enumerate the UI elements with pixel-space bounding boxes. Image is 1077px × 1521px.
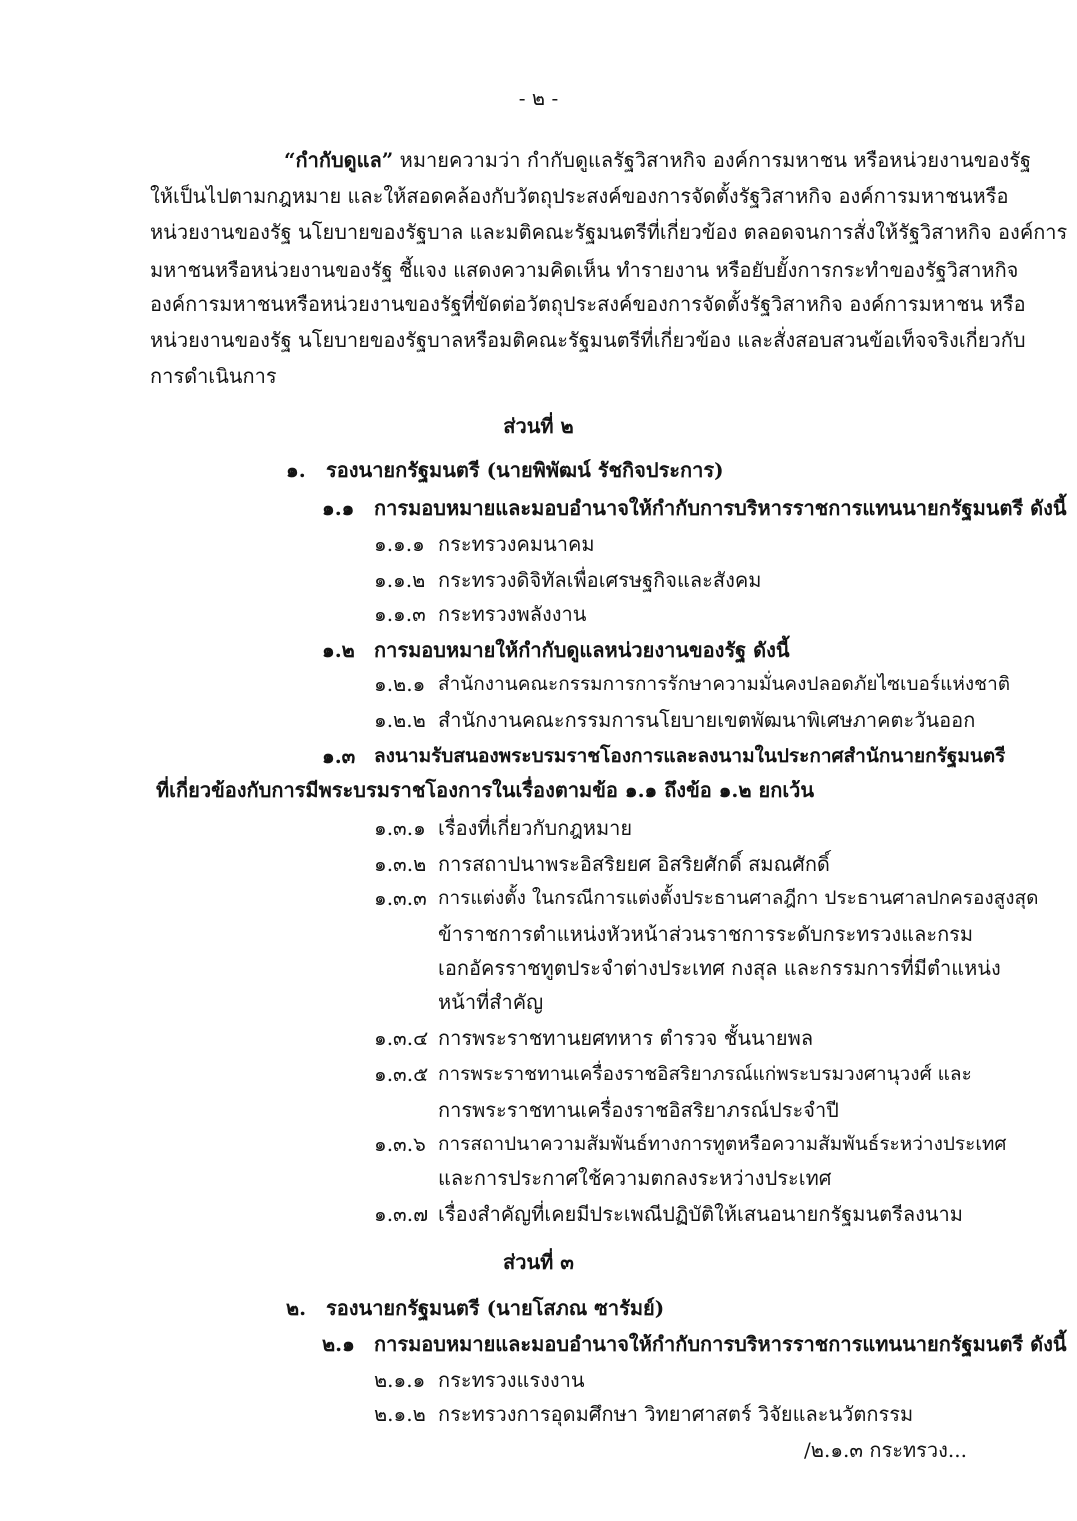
subitem-text: สำนักงานคณะกรรมการการรักษาความมั่นคงปลอดภัยไซเบอร์แห่งชาติ — [438, 673, 1011, 695]
subitem-text: เรื่องที่เกี่ยวกับกฎหมาย — [438, 816, 633, 840]
subitem-text: การพระราชทานเครื่องราชอิสริยาภรณ์แก่พระบรมวงศานุวงศ์ และ — [438, 1063, 972, 1085]
subitem-number: ๑.๓.๕ — [374, 1062, 429, 1086]
subitem-number: ๑.๒.๑ — [374, 672, 426, 696]
item-number: ๒. — [286, 1296, 307, 1320]
page-number: - ๒ - — [518, 86, 559, 110]
subitem-number: ๑.๓.๔ — [374, 1026, 429, 1050]
subitem-text-continued: หน้าที่สำคัญ — [438, 990, 544, 1014]
definition-line: หน่วยงานของรัฐ นโยบายของรัฐบาล และมติคณะรัฐมนตรีที่เกี่ยวข้อง ตลอดจนการสั่งให้รัฐวิสาหกิจ องค์การ — [150, 220, 1068, 244]
subitem-number: ๑.๒.๒ — [374, 708, 426, 732]
section-title-continued: ที่เกี่ยวข้องกับการมีพระบรมราชโองการในเรื่องตามข้อ ๑.๑ ถึงข้อ ๑.๒ ยกเว้น — [156, 778, 815, 802]
continuation-marker: /๒.๑.๓ กระทรวง... — [804, 1438, 967, 1462]
subitem-text: กระทรวงการอุดมศึกษา วิทยาศาสตร์ วิจัยและนวัตกรรม — [438, 1402, 914, 1426]
part-heading: ส่วนที่ ๓ — [503, 1250, 574, 1274]
definition-line: การดำเนินการ — [150, 364, 277, 388]
subitem-number: ๑.๓.๓ — [374, 886, 427, 910]
subitem-text: กระทรวงดิจิทัลเพื่อเศรษฐกิจและสังคม — [438, 568, 762, 592]
definition-line: องค์การมหาชนหรือหน่วยงานของรัฐที่ขัดต่อวัตถุประสงค์ของการจัดตั้งรัฐวิสาหกิจ องค์การมหาชน หรือ — [150, 292, 1026, 316]
subitem-text: การสถาปนาความสัมพันธ์ทางการทูตหรือความสัมพันธ์ระหว่างประเทศ — [438, 1133, 1007, 1155]
definition-line-1 — [284, 146, 1031, 174]
subitem-text-continued: และการประกาศใช้ความตกลงระหว่างประเทศ — [438, 1166, 832, 1190]
subitem-number: ๑.๓.๗ — [374, 1202, 429, 1226]
section-title: การมอบหมายให้กำกับดูแลหน่วยงานของรัฐ ดังนี้ — [374, 638, 790, 662]
subitem-number: ๑.๓.๖ — [374, 1132, 426, 1156]
definition-line-1-text: หมายความว่า กำกับดูแลรัฐวิสาหกิจ องค์การมหาชน หรือหน่วยงานของรัฐ — [393, 148, 1031, 172]
item-title: รองนายกรัฐมนตรี (นายโสภณ ซารัมย์) — [326, 1296, 665, 1320]
subitem-text: สำนักงานคณะกรรมการนโยบายเขตพัฒนาพิเศษภาคตะวันออก — [438, 708, 976, 732]
section-title: ลงนามรับสนองพระบรมราชโองการและลงนามในประกาศสำนักนายกรัฐมนตรี — [374, 745, 1006, 767]
subitem-text: กระทรวงแรงงาน — [438, 1368, 585, 1392]
section-number: ๑.๒ — [322, 638, 355, 662]
definition-line: หน่วยงานของรัฐ นโยบายของรัฐบาลหรือมติคณะรัฐมนตรีที่เกี่ยวข้อง และสั่งสอบสวนข้อเท็จจริงเกี่ยวกับ — [150, 328, 1026, 352]
subitem-number: ๑.๑.๒ — [374, 568, 426, 592]
subitem-text-continued: ข้าราชการตำแหน่งหัวหน้าส่วนราชการระดับกระทรวงและกรม — [438, 922, 974, 946]
definition-term: “กำกับดูแล” — [284, 148, 394, 172]
subitem-text: เรื่องสำคัญที่เคยมีประเพณีปฏิบัติให้เสนอนายกรัฐมนตรีลงนาม — [438, 1202, 963, 1226]
subitem-text: การแต่งตั้ง ในกรณีการแต่งตั้งประธานศาลฎีกา ประธานศาลปกครองสูงสุด — [438, 887, 1039, 909]
subitem-text-continued: เอกอัครราชทูตประจำต่างประเทศ กงสุล และกรรมการที่มีตำแหน่ง — [438, 956, 1001, 980]
item-number: ๑. — [286, 458, 306, 482]
section-title: การมอบหมายและมอบอำนาจให้กำกับการบริหารราชการแทนนายกรัฐมนตรี ดังนี้ — [374, 1332, 1067, 1356]
part-heading: ส่วนที่ ๒ — [503, 414, 574, 438]
item-title: รองนายกรัฐมนตรี (นายพิพัฒน์ รัชกิจประการ) — [326, 458, 724, 482]
section-number: ๑.๓ — [322, 744, 356, 768]
subitem-text: กระทรวงพลังงาน — [438, 602, 587, 626]
subitem-text: กระทรวงคมนาคม — [438, 532, 595, 556]
subitem-number: ๑.๑.๑ — [374, 532, 425, 556]
section-number: ๒.๑ — [322, 1332, 355, 1356]
subitem-text: การสถาปนาพระอิสริยยศ อิสริยศักดิ์ สมณศักดิ์ — [438, 852, 830, 876]
subitem-text: การพระราชทานยศทหาร ตำรวจ ชั้นนายพล — [438, 1026, 814, 1050]
section-title: การมอบหมายและมอบอำนาจให้กำกับการบริหารราชการแทนนายกรัฐมนตรี ดังนี้ — [374, 496, 1067, 520]
definition-line: ให้เป็นไปตามกฎหมาย และให้สอดคล้องกับวัตถุประสงค์ของการจัดตั้งรัฐวิสาหกิจ องค์การมหาชนหรือ — [150, 184, 1009, 208]
subitem-number: ๒.๑.๒ — [374, 1402, 426, 1426]
subitem-number: ๑.๓.๑ — [374, 816, 426, 840]
subitem-number: ๑.๑.๓ — [374, 602, 426, 626]
subitem-number: ๑.๓.๒ — [374, 852, 427, 876]
section-number: ๑.๑ — [322, 496, 355, 520]
subitem-text-continued: การพระราชทานเครื่องราชอิสริยาภรณ์ประจำปี — [438, 1098, 839, 1122]
subitem-number: ๒.๑.๑ — [374, 1368, 426, 1392]
definition-line: มหาชนหรือหน่วยงานของรัฐ ชี้แจง แสดงความคิดเห็น ทำรายงาน หรือยับยั้งการกระทำของรัฐวิสาหกิจ — [150, 258, 1019, 282]
